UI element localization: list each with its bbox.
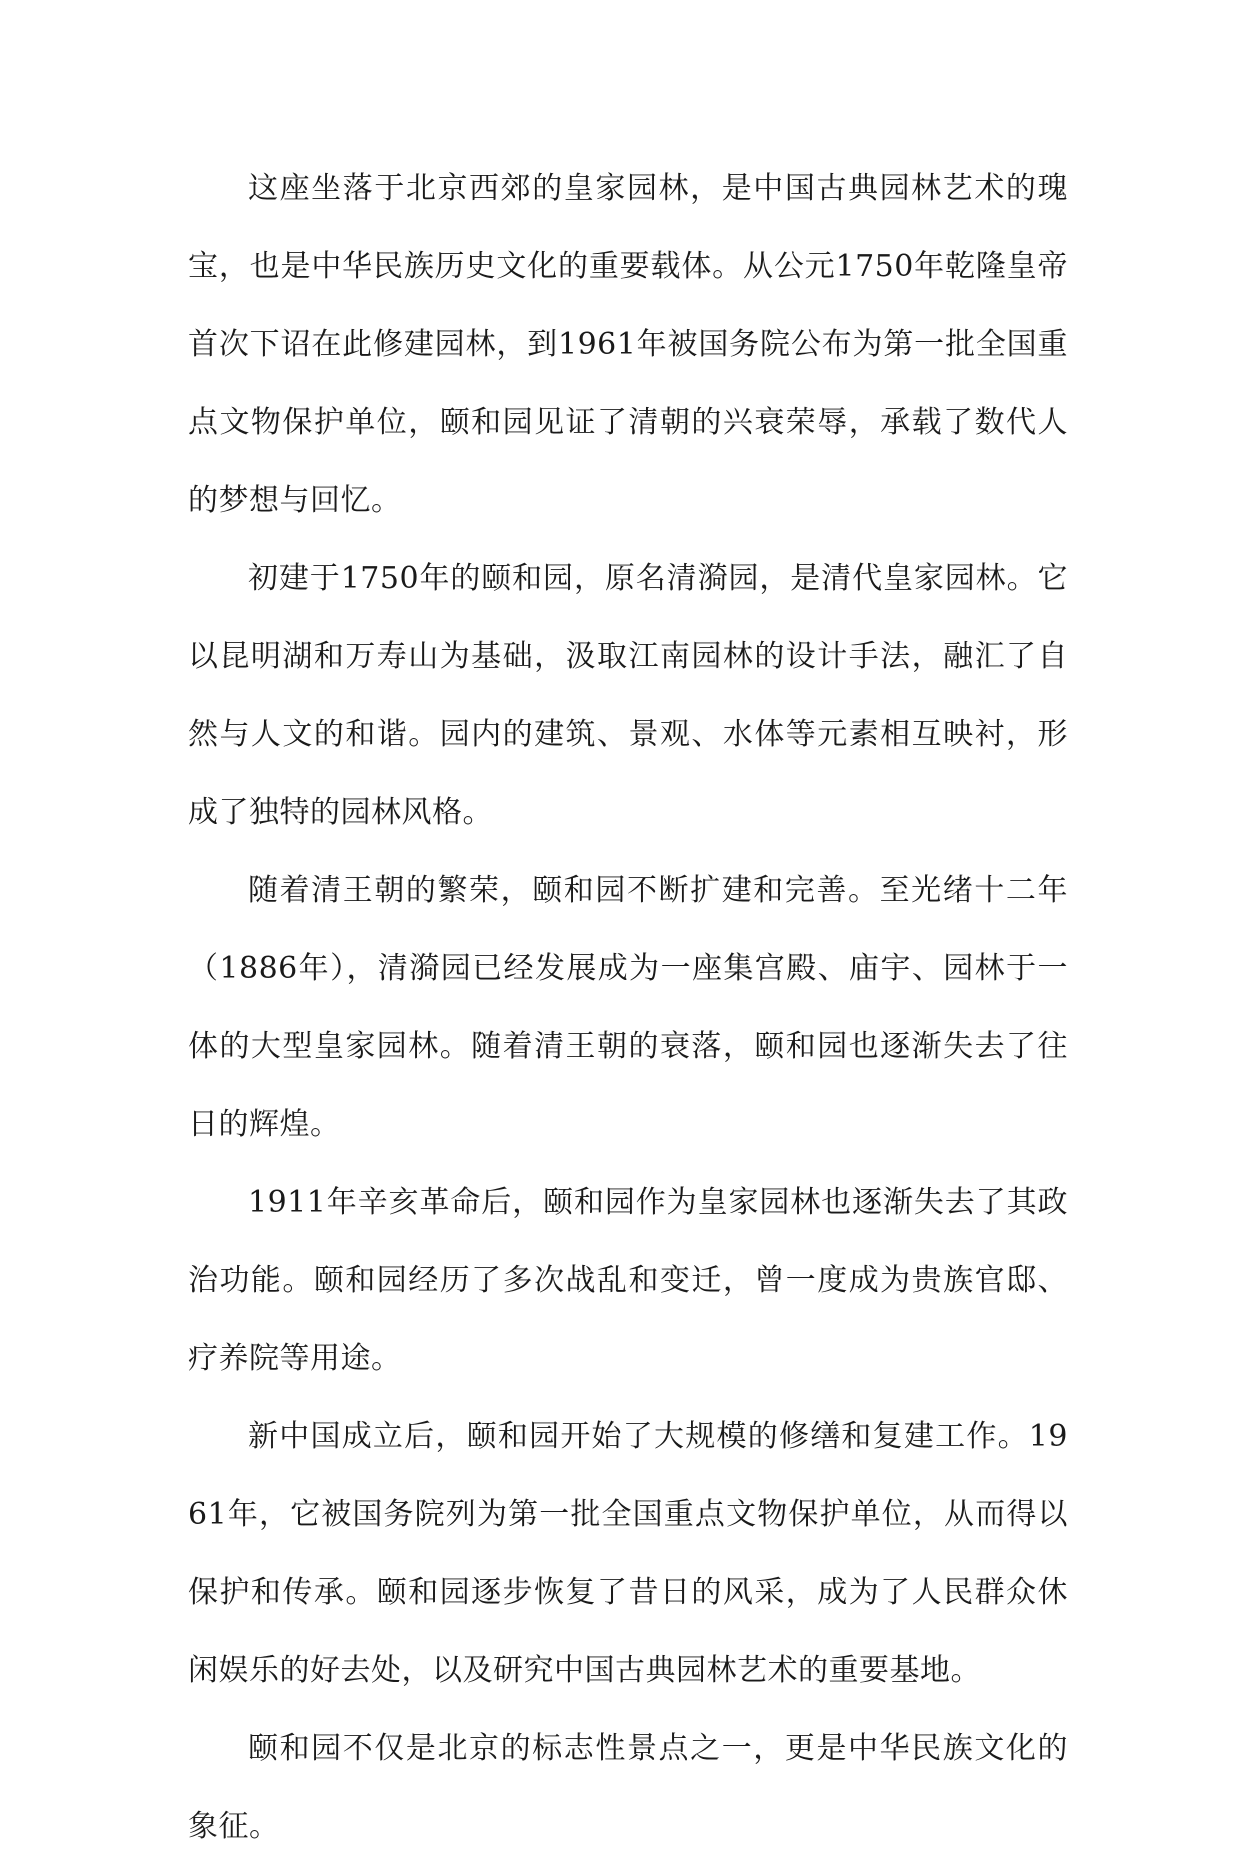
paragraph-restoration: 新中国成立后，颐和园开始了大规模的修缮和复建工作。1961年，它被国务院列为第一批全国重点文物保护单位，从而得以保护和传承。颐和园逐步恢复了昔日的风采，成为了人民群众休闲娱乐的好去处，以及研究中国古典园林艺术的重要基地。 xyxy=(188,1419,1068,1688)
paragraph-expansion: 随着清王朝的繁荣，颐和园不断扩建和完善。至光绪十二年（1886年），清漪园已经发展成为一座集宫殿、庙宇、园林于一体的大型皇家园林。随着清王朝的衰落，颐和园也逐渐失去了往日的辉煌。 xyxy=(188,873,1068,1142)
paragraph-origin: 初建于1750年的颐和园，原名清漪园，是清代皇家园林。它以昆明湖和万寿山为基础，汲取江南园林的设计手法，融汇了自然与人文的和谐。园内的建筑、景观、水体等元素相互映衬，形成了独特的园林风格。 xyxy=(188,561,1068,830)
paragraph-intro: 这座坐落于北京西郊的皇家园林，是中国古典园林艺术的瑰宝，也是中华民族历史文化的重要载体。从公元1750年乾隆皇帝首次下诏在此修建园林，到1961年被国务院公布为第一批全国重点文物保护单位，颐和园见证了清朝的兴衰荣辱，承载了数代人的梦想与回忆。 xyxy=(188,171,1068,518)
paragraph-1911: 1911年辛亥革命后，颐和园作为皇家园林也逐渐失去了其政治功能。颐和园经历了多次战乱和变迁，曾一度成为贵族官邸、疗养院等用途。 xyxy=(188,1185,1068,1376)
body-text xyxy=(188,150,1068,1866)
paragraph-symbol: 颐和园不仅是北京的标志性景点之一，更是中华民族文化的象征。 xyxy=(188,1731,1068,1844)
